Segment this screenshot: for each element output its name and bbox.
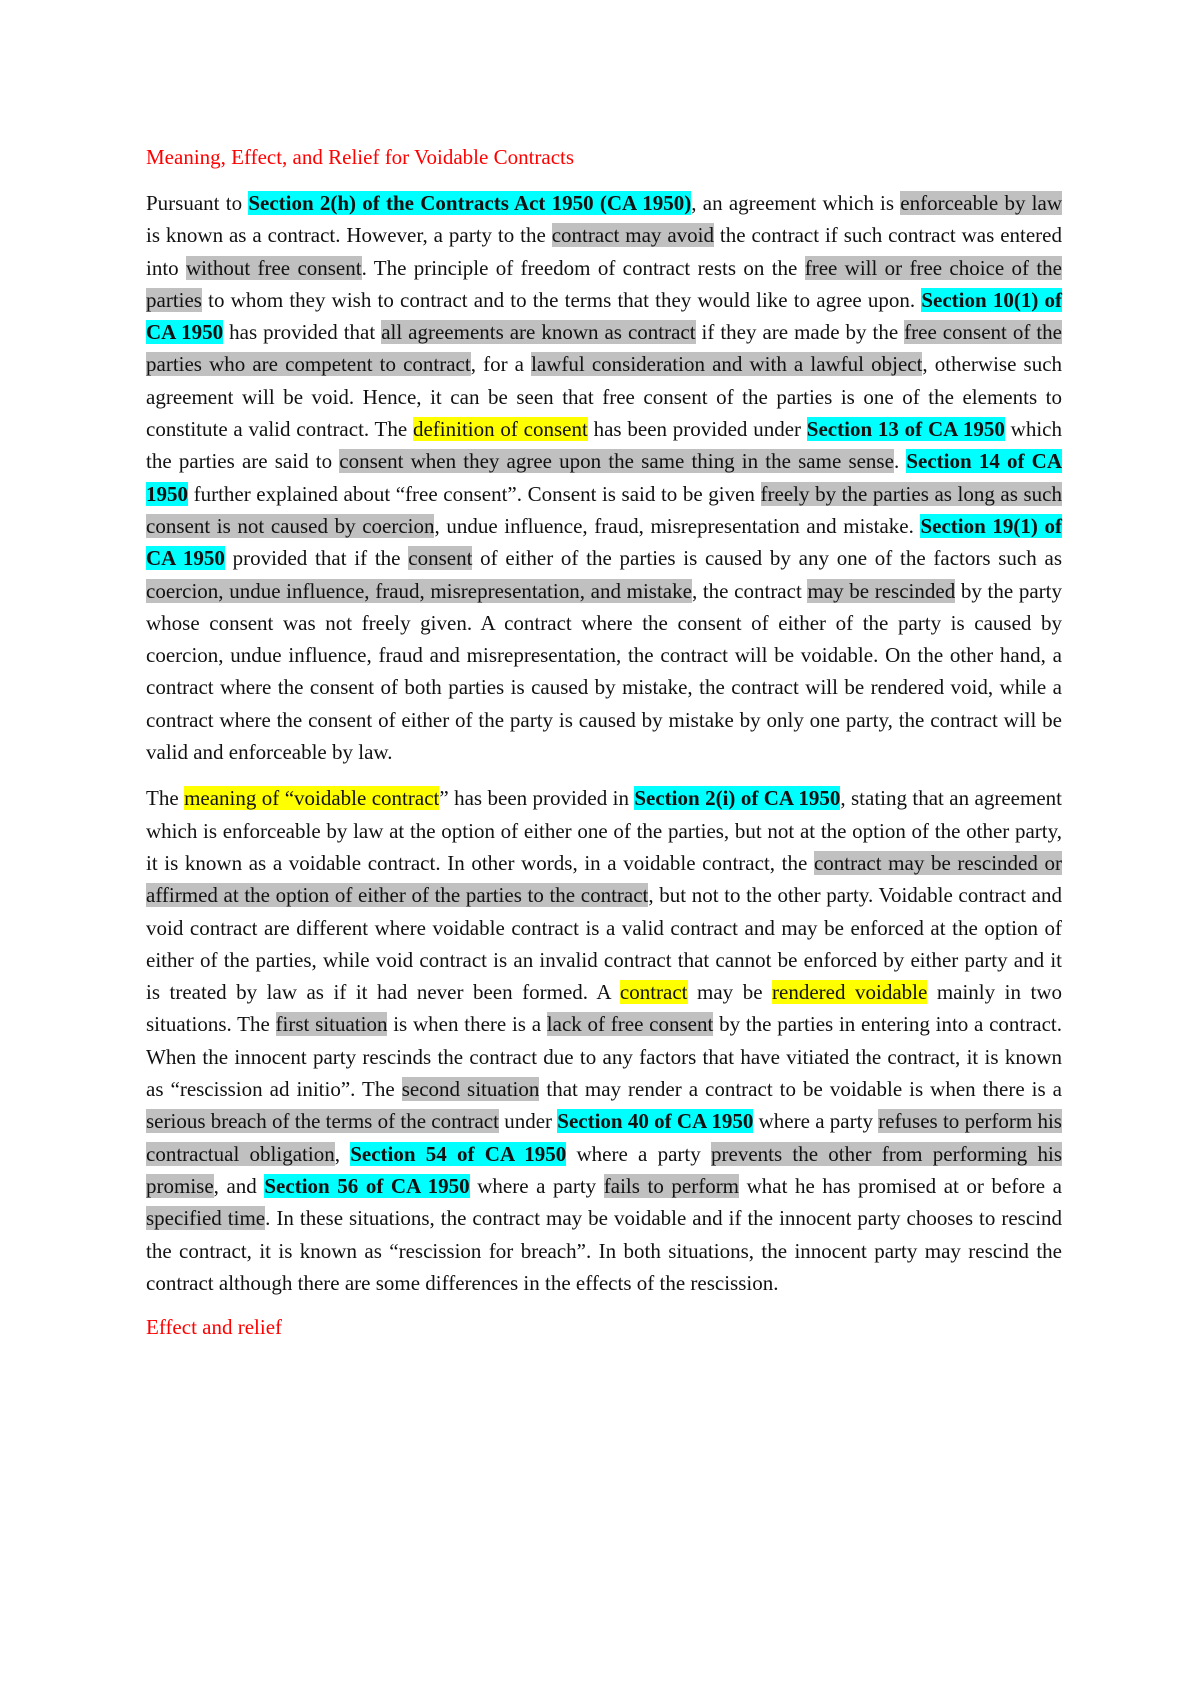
section-reference-highlight: Section 13 of CA 1950 <box>806 417 1005 442</box>
paragraph-voidable-contract: The meaning of “voidable contract” has been provided in Section 2(i) of CA 1950, stating that an agreement which is enforceable by law at the option of either one of the parties, but not at the option of the other party, it is known as a voidable contract. In other words, in a voidable contract, the contract may be rescinded or affirmed at the option of either of the parties to the contract, but not to the other party. Voidable contract and void contract are different where voidable contract is a valid contract and may be enforced at the option of either of the parties, while void contract is an invalid contract that cannot be enforced by either party and it is treated by law as if it had never been formed. A contract may be rendered voidable mainly in two situations. The first situation is when there is a lack of free consent by the parties in entering into a contract. When the innocent party rescinds the contract due to any factors that have vitiated the contract, it is known as “rescission ad initio”. The second situation that may render a contract to be voidable is when there is a serious breach of the terms of the contract under Section 40 of CA 1950 where a party refuses to perform his contractual obligation, Section 54 of CA 1950 where a party prevents the other from performing his promise, and Section 56 of CA 1950 where a party fails to perform what he has promised at or before a specified time. In these situations, the contract may be voidable and if the innocent party chooses to rescind the contract, it is known as “rescission for breach”. In both situations, the innocent party may rescind the contract although there are some differences in the effects of the rescission. <box>146 786 1063 1295</box>
gray-highlight: fails to perform <box>603 1173 740 1198</box>
gray-highlight: freely by the parties as long as such consent is not caused by coercion <box>146 481 1062 538</box>
gray-highlight: without free consent <box>186 255 362 280</box>
section-reference-highlight: Section 2(i) of CA 1950 <box>634 786 841 811</box>
section-reference-highlight: Section 14 of CA 1950 <box>146 449 1063 506</box>
gray-highlight: serious breach of the terms of the contract <box>146 1109 499 1134</box>
gray-highlight: consent <box>408 546 473 571</box>
paragraph-free-consent: Pursuant to Section 2(h) of the Contracts Act 1950 (CA 1950), an agreement which is enforceable by law is known as a contract. However, a party to the contract may avoid the contract if such contract was entered into without free consent. The principle of freedom of contract rests on the free will or free choice of the parties to whom they wish to contract and to the terms that they would like to agree upon. Section 10(1) of CA 1950 has provided that all agreements are known as contract if they are made by the free consent of the parties who are competent to contract, for a lawful consideration and with a lawful object, otherwise such agreement will be void. Hence, it can be seen that free consent of the parties is one of the elements to constitute a valid contract. The definition of consent has been provided under Section 13 of CA 1950 which the parties are said to consent when they agree upon the same thing in the same sense. Section 14 of CA 1950 further explained about “free consent”. Consent is said to be given freely by the parties as long as such consent is not caused by coercion, undue influence, fraud, misrepresentation and mistake. Section 19(1) of CA 1950 provided that if the consent of either of the parties is caused by any one of the factors such as coercion, undue influence, fraud, misrepresentation, and mistake, the contract may be rescinded by the party whose consent was not freely given. A contract where the consent of either of the party is caused by coercion, undue influence, fraud and misrepresentation, the contract will be voidable. On the other hand, a contract where the consent of both parties is caused by mistake, the contract will be rendered void, while a contract where the consent of either of the party is caused by mistake by only one party, the contract will be valid and enforceable by law. <box>146 191 1063 765</box>
section-reference-highlight: Section 10(1) of CA 1950 <box>146 287 1062 345</box>
gray-highlight: specified time <box>146 1206 266 1231</box>
gray-highlight: coercion, undue influence, fraud, misrepresentation, and mistake <box>146 578 692 603</box>
yellow-highlight: meaning of “voidable contract <box>184 786 440 811</box>
section-reference-highlight: Section 56 of CA 1950 <box>264 1173 470 1198</box>
gray-highlight: all agreements are known as contract <box>381 320 696 345</box>
gray-highlight: prevents the other from performing his promise <box>146 1141 1062 1198</box>
gray-highlight: consent when they agree upon the same thing in the same sense <box>339 449 894 474</box>
yellow-highlight: rendered voidable <box>772 980 928 1005</box>
gray-highlight: refuses to perform his contractual obligation <box>146 1109 1062 1166</box>
gray-highlight: lawful consideration and with a lawful object <box>531 352 923 377</box>
gray-highlight: free consent of the parties who are competent to contract <box>146 320 1062 377</box>
gray-highlight: contract may avoid <box>551 223 714 248</box>
gray-highlight: second situation <box>401 1077 540 1102</box>
gray-highlight: first situation <box>275 1012 388 1037</box>
yellow-highlight: contract <box>619 980 688 1005</box>
yellow-highlight: definition of consent <box>412 417 588 442</box>
section-reference-highlight: Section 19(1) of CA 1950 <box>146 513 1062 571</box>
section-reference-highlight: Section 40 of CA 1950 <box>557 1109 754 1134</box>
section-heading-meaning: Meaning, Effect, and Relief for Voidable Contracts <box>146 145 575 169</box>
gray-highlight: free will or free choice of the parties <box>146 255 1062 312</box>
gray-highlight: lack of free consent <box>546 1012 714 1037</box>
section-reference-highlight: Section 2(h) of the Contracts Act 1950 (CA 1950) <box>248 191 692 215</box>
gray-highlight: may be rescinded <box>807 578 956 603</box>
gray-highlight: contract may be rescinded or affirmed at the option of either of the parties to the contract <box>146 850 1062 908</box>
section-heading-effect-relief: Effect and relief <box>146 1315 283 1340</box>
gray-highlight: enforceable by law <box>900 191 1063 215</box>
section-reference-highlight: Section 54 of CA 1950 <box>350 1141 567 1166</box>
